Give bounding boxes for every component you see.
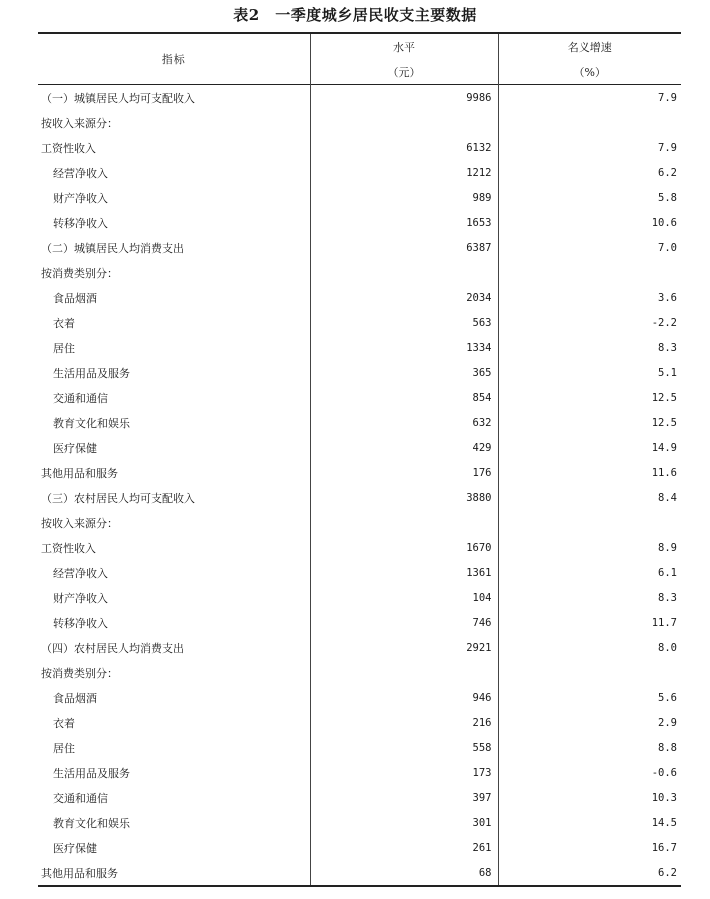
row-level-value: 173: [310, 760, 498, 785]
row-label: 其他用品和服务: [41, 466, 118, 480]
table-row: [38, 410, 681, 435]
table-row: [38, 760, 681, 785]
row-growth-rate: 6.2: [498, 160, 681, 185]
row-label: 居住: [53, 741, 75, 755]
row-growth-rate: 11.7: [498, 610, 681, 635]
header-level-unit-cell: [310, 59, 498, 85]
table-row: [38, 435, 681, 460]
row-label: （四）农村居民人均消费支出: [41, 641, 184, 655]
table-row: [38, 335, 681, 360]
row-growth-rate: 8.3: [498, 335, 681, 360]
row-growth-rate: 5.6: [498, 685, 681, 710]
header-growth: [498, 33, 681, 59]
row-level-value: 6387: [310, 235, 498, 260]
row-growth-rate: 12.5: [498, 385, 681, 410]
row-label: 食品烟酒: [53, 291, 97, 305]
row-growth-rate: 8.3: [498, 585, 681, 610]
table-row: [38, 710, 681, 735]
table-row: [38, 860, 681, 886]
header-level-unit: （元）: [387, 65, 421, 79]
row-label: 交通和通信: [53, 391, 108, 405]
row-level-value: 1670: [310, 535, 498, 560]
table-row: [38, 460, 681, 485]
table-row: [38, 260, 681, 285]
row-level-value: 563: [310, 310, 498, 335]
header-level-label: 水平: [393, 40, 415, 54]
table-row: [38, 160, 681, 185]
row-level-value: 261: [310, 835, 498, 860]
row-level-value: 2034: [310, 285, 498, 310]
table-row: [38, 735, 681, 760]
row-level-value: 1334: [310, 335, 498, 360]
header-indicator: [38, 33, 310, 85]
table-row: [38, 835, 681, 860]
row-level-value: 6132: [310, 135, 498, 160]
row-label: 生活用品及服务: [53, 766, 130, 780]
row-level-value: [310, 660, 498, 685]
row-growth-rate: 8.9: [498, 535, 681, 560]
table-row: [38, 360, 681, 385]
row-growth-rate: 12.5: [498, 410, 681, 435]
row-growth-rate: 6.2: [498, 860, 681, 886]
row-level-value: 558: [310, 735, 498, 760]
row-level-value: 397: [310, 785, 498, 810]
row-level-value: 3880: [310, 485, 498, 510]
table-row: [38, 635, 681, 660]
row-label: 医疗保健: [53, 441, 97, 455]
header-level: [310, 33, 498, 59]
row-growth-rate: 3.6: [498, 285, 681, 310]
row-label: 工资性收入: [41, 141, 96, 155]
row-level-value: 632: [310, 410, 498, 435]
row-growth-rate: 8.8: [498, 735, 681, 760]
row-growth-rate: -2.2: [498, 310, 681, 335]
row-growth-rate: 5.1: [498, 360, 681, 385]
row-label: 衣着: [53, 716, 75, 730]
row-level-value: 301: [310, 810, 498, 835]
table-row: [38, 810, 681, 835]
table-row: [38, 660, 681, 685]
row-growth-rate: 11.6: [498, 460, 681, 485]
row-level-value: 104: [310, 585, 498, 610]
row-label: 交通和通信: [53, 791, 108, 805]
row-label: 教育文化和娱乐: [53, 416, 130, 430]
row-growth-rate: 8.0: [498, 635, 681, 660]
row-label: 财产净收入: [53, 591, 108, 605]
row-level-value: 989: [310, 185, 498, 210]
row-level-value: 365: [310, 360, 498, 385]
row-label: （一）城镇居民人均可支配收入: [41, 91, 195, 105]
table-row: [38, 560, 681, 585]
row-label: 教育文化和娱乐: [53, 816, 130, 830]
table-header: [38, 33, 681, 85]
row-label: 工资性收入: [41, 541, 96, 555]
row-growth-rate: [498, 110, 681, 135]
row-level-value: 176: [310, 460, 498, 485]
row-growth-rate: 7.9: [498, 85, 681, 111]
row-level-value: 746: [310, 610, 498, 635]
row-growth-rate: 10.3: [498, 785, 681, 810]
row-growth-rate: 2.9: [498, 710, 681, 735]
row-level-value: [310, 510, 498, 535]
row-label: （三）农村居民人均可支配收入: [41, 491, 195, 505]
table-row: [38, 785, 681, 810]
table-row: [38, 235, 681, 260]
row-label: 其他用品和服务: [41, 866, 118, 880]
row-growth-rate: -0.6: [498, 760, 681, 785]
row-label: （二）城镇居民人均消费支出: [41, 241, 184, 255]
header-growth-unit-cell: [498, 59, 681, 85]
row-label: 按消费类别分：: [41, 266, 118, 280]
row-label: 经营净收入: [53, 566, 108, 580]
table-body: [38, 85, 681, 887]
row-level-value: [310, 260, 498, 285]
row-label: 食品烟酒: [53, 691, 97, 705]
row-label: 居住: [53, 341, 75, 355]
income-expenditure-table: [38, 32, 681, 887]
table-row: [38, 685, 681, 710]
table-row: [38, 185, 681, 210]
row-label: 生活用品及服务: [53, 366, 130, 380]
row-growth-rate: 7.0: [498, 235, 681, 260]
row-label: 医疗保健: [53, 841, 97, 855]
row-growth-rate: 14.5: [498, 810, 681, 835]
row-growth-rate: 10.6: [498, 210, 681, 235]
row-level-value: 1212: [310, 160, 498, 185]
row-level-value: 2921: [310, 635, 498, 660]
row-growth-rate: [498, 660, 681, 685]
table-row: [38, 585, 681, 610]
row-level-value: 854: [310, 385, 498, 410]
table-row: [38, 85, 681, 111]
row-growth-rate: [498, 510, 681, 535]
table-row: [38, 485, 681, 510]
header-growth-label: 名义增速: [567, 40, 612, 54]
row-growth-rate: [498, 260, 681, 285]
row-level-value: 429: [310, 435, 498, 460]
header-growth-unit: （%）: [573, 65, 606, 79]
row-level-value: 68: [310, 860, 498, 886]
table-row: [38, 535, 681, 560]
table-row: [38, 110, 681, 135]
row-label: 按收入来源分：: [41, 116, 118, 130]
row-label: 按消费类别分：: [41, 666, 118, 680]
row-level-value: 9986: [310, 85, 498, 111]
table-title: 表2 一季度城乡居民收支主要数据: [233, 6, 477, 24]
row-level-value: [310, 110, 498, 135]
row-growth-rate: 16.7: [498, 835, 681, 860]
row-label: 按收入来源分：: [41, 516, 118, 530]
header-indicator-label: 指标: [161, 53, 186, 66]
row-level-value: 1653: [310, 210, 498, 235]
row-label: 衣着: [53, 316, 75, 330]
row-level-value: 216: [310, 710, 498, 735]
row-label: 转移净收入: [53, 616, 108, 630]
row-growth-rate: 6.1: [498, 560, 681, 585]
row-label: 财产净收入: [53, 191, 108, 205]
table-row: [38, 510, 681, 535]
row-growth-rate: 7.9: [498, 135, 681, 160]
row-growth-rate: 5.8: [498, 185, 681, 210]
row-label: 转移净收入: [53, 216, 108, 230]
table-row: [38, 385, 681, 410]
row-growth-rate: 8.4: [498, 485, 681, 510]
table-row: [38, 610, 681, 635]
row-level-value: 946: [310, 685, 498, 710]
table-row: [38, 135, 681, 160]
table-row: [38, 310, 681, 335]
table-row: [38, 285, 681, 310]
row-level-value: 1361: [310, 560, 498, 585]
row-label: 经营净收入: [53, 166, 108, 180]
table-row: [38, 210, 681, 235]
row-growth-rate: 14.9: [498, 435, 681, 460]
